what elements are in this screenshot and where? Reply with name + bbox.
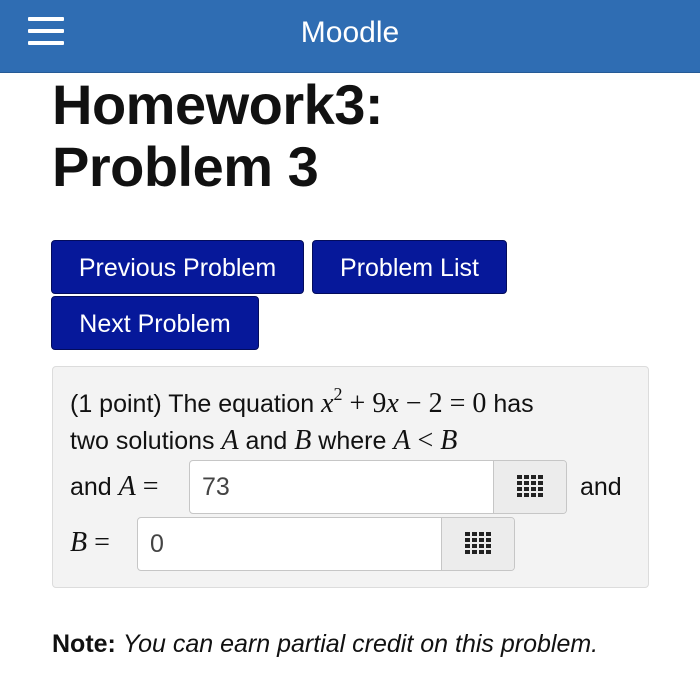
answer-A-label [70, 471, 159, 503]
label-var-B: B [70, 527, 88, 558]
note-label: Note: [52, 630, 116, 658]
cond-var-A: A [393, 425, 411, 456]
answer-A-field[interactable] [189, 460, 567, 514]
equals-sign-A: = [142, 471, 159, 502]
problem-list-button[interactable]: Problem List [312, 240, 507, 294]
keypad-grid-icon[interactable] [441, 518, 514, 570]
eq-mid: + 9 [342, 388, 387, 419]
equation [321, 384, 487, 419]
and-text-2: and [70, 473, 112, 501]
eq-exponent: 2 [333, 384, 343, 404]
less-than-sign: < [417, 425, 434, 456]
site-name[interactable]: Moodle [300, 16, 400, 49]
partial-credit-note [52, 628, 598, 660]
answer-B-value[interactable]: 0 [150, 530, 164, 558]
problem-line-1 [70, 384, 534, 420]
equals-sign-B: = [94, 527, 110, 558]
answer-A-value[interactable]: 73 [202, 473, 230, 501]
problem-intro: (1 point) The equation [70, 390, 315, 418]
page-title-line1: Homework3: [52, 73, 384, 136]
previous-problem-button[interactable]: Previous Problem [51, 240, 304, 294]
eq-var-x1: x [321, 388, 334, 419]
var-B: B [294, 425, 312, 456]
and-text-3: and [580, 473, 622, 501]
cond-var-B: B [440, 425, 458, 456]
eq-end: − 2 = 0 [398, 388, 487, 419]
next-problem-button[interactable]: Next Problem [51, 296, 259, 350]
problem-line-2 [70, 425, 457, 457]
and-text: and [245, 427, 288, 455]
keypad-grid-icon[interactable] [493, 461, 566, 513]
eq-var-x2: x [386, 388, 399, 419]
answer-B-field[interactable] [137, 517, 515, 571]
var-A: A [221, 425, 239, 456]
where-text: where [318, 427, 387, 455]
note-text: You can earn partial credit on this problem. [122, 630, 599, 658]
problem-panel [52, 366, 649, 588]
answer-B-label [70, 527, 110, 559]
top-bar [0, 0, 700, 73]
label-var-A: A [118, 471, 136, 502]
has-text: has [493, 390, 534, 418]
page-title [52, 74, 383, 198]
two-solutions-text: two solutions [70, 427, 215, 455]
page-title-line2: Problem 3 [52, 135, 319, 198]
